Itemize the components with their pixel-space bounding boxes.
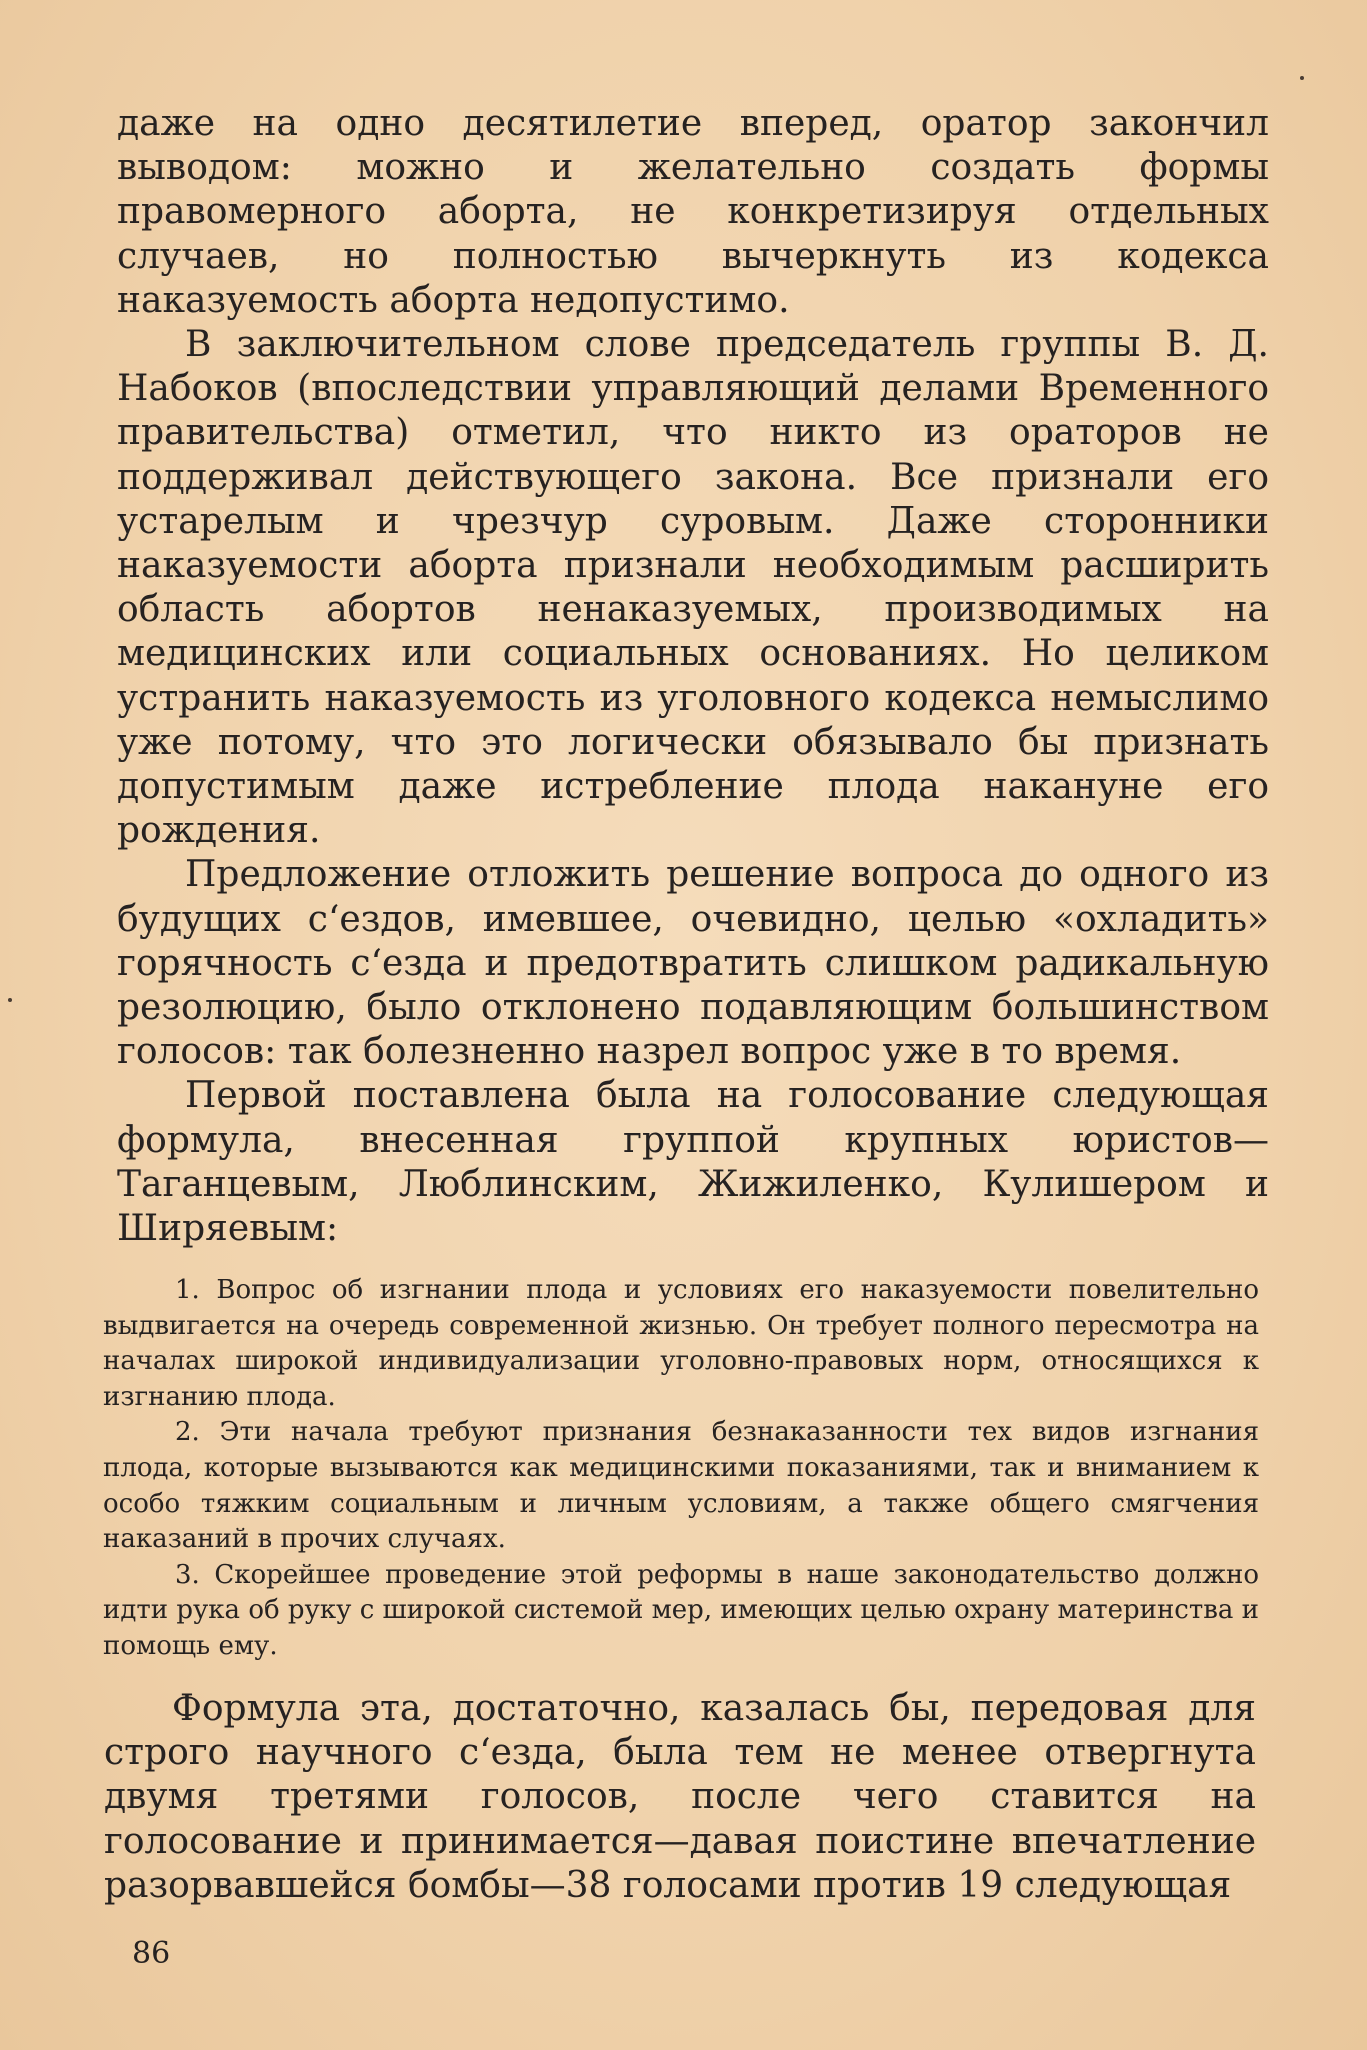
paragraph-formula-intro: Первой поставлена была на голосование следующая формула, внесенная группой крупных юристов—Таганцевым, Люблинским, Жижиленко, Кулишером и Ширяевым: bbox=[117, 1075, 1269, 1250]
formula-point-3: 3. Скорейшее проведение этой реформы в наше законодательство должно идти рука об руку с широкой системой мер, имеющих целью охрану материнства и помощь ему. bbox=[103, 1559, 1259, 1661]
page-number: 86 bbox=[132, 1936, 171, 1971]
print-speck bbox=[1300, 76, 1304, 80]
paragraph-continuation: даже на одно десятилетие вперед, оратор закончил выводом: можно и желательно создать формы правомерного аборта, не конкретизируя отдельных случаев, но полностью вычеркнуть из кодекса наказуемость аборта недопустимо. bbox=[117, 103, 1269, 321]
formula-point-1: 1. Вопрос об изгнании плода и условиях его наказуемости повелительно выдвигается на очередь современной жизнью. Он требует полного пересмотра на началах широкой индивидуализации уголовно-правовых норм, относящихся к изгнанию плода. bbox=[103, 1275, 1259, 1412]
paragraph-nabokov: В заключительном слове председатель группы В. Д. Набоков (впоследствии управляющий делами Временного правительства) отметил, что никто из ораторов не поддерживал действующего закона. Все признали его устарелым и чрезчур суровым. Даже сторонники наказуемости аборта признали необходимым расширить область абортов ненаказуемых, производимых на медицинских или социальных основаниях. Но целиком устранить наказуемость из уголовного кодекса немыслимо уже потому, что это логически обязывало бы признать допустимым даже истребление плода накануне его рождения. bbox=[117, 324, 1269, 852]
print-speck bbox=[8, 998, 12, 1002]
paragraph-formula-vote: Формула эта, достаточно, казалась бы, передовая для строго научного с‘езда, была тем не менее отвергнута двумя третями голосов, после чего ставится на голосование и принимается—давая поистине впечатление разорвавшейся бомбы—38 голосами против 19 следующая bbox=[104, 1688, 1256, 1906]
main-text-block bbox=[117, 102, 1269, 1251]
closing-text-block bbox=[104, 1687, 1256, 1908]
paragraph-proposal: Предложение отложить решение вопроса до одного из будущих с‘ездов, имевшее, очевидно, целью «охладить» горячность с‘езда и предотвратить слишком радикальную резолюцию, было отклонено подавляющим большинством голосов: так болезненно назрел вопрос уже в то время. bbox=[117, 854, 1269, 1073]
formula-point-2: 2. Эти начала требуют признания безнаказанности тех видов изгнания плода, которые вызываются как медицинскими показаниями, так и вниманием к особо тяжким социальным и личным условиям, а также общего смягчения наказаний в прочих случаях. bbox=[103, 1417, 1259, 1555]
formula-quote-block bbox=[103, 1273, 1259, 1665]
